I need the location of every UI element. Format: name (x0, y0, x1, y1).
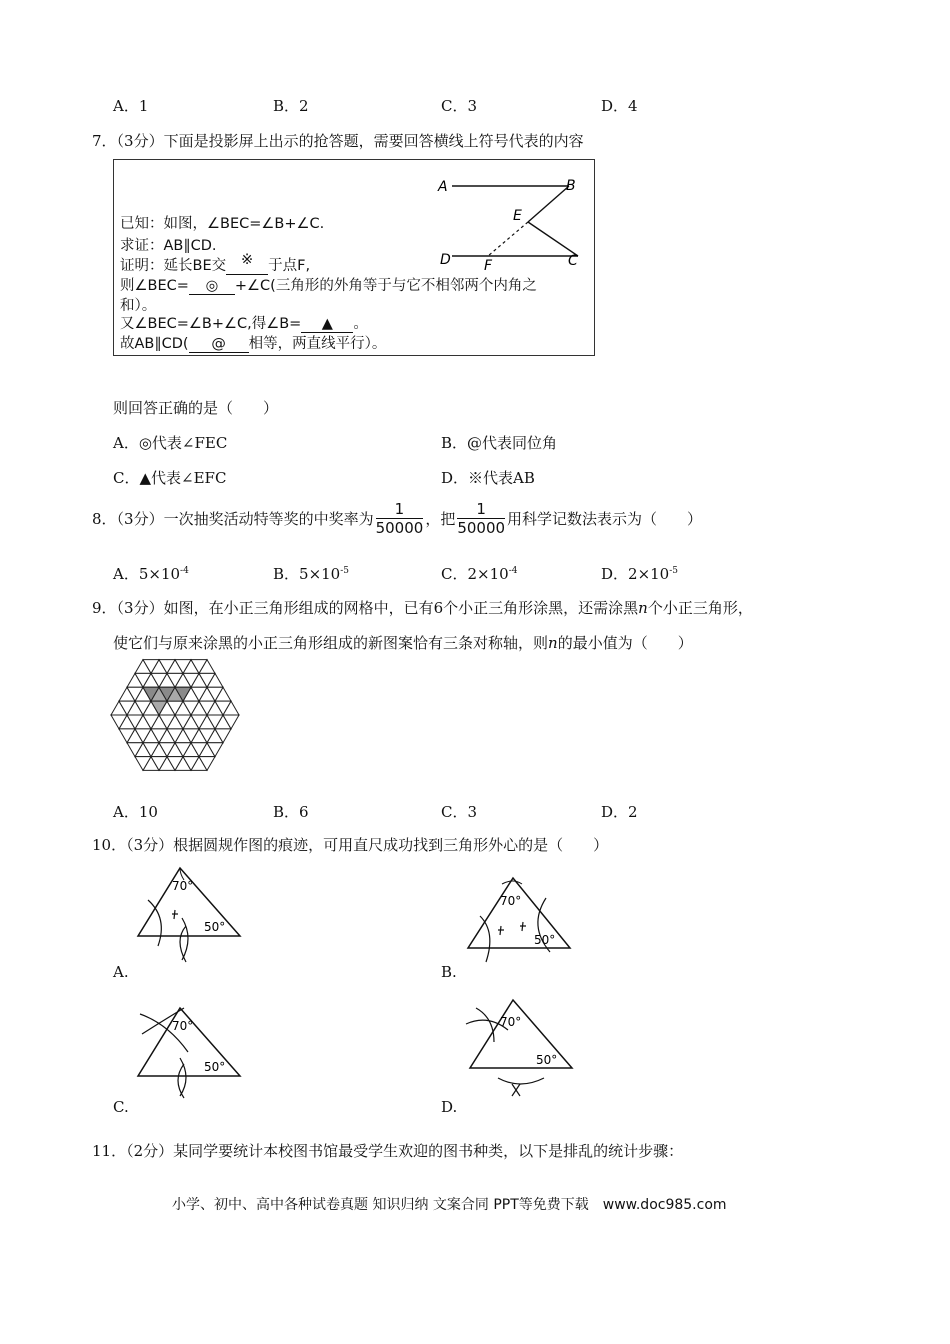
q8-option-b-exp: -5 (340, 566, 350, 576)
q6-option-b: B．2 (273, 97, 309, 115)
q9-line1-b: 个小正三角形， (647, 599, 753, 617)
q8-option-c (441, 563, 517, 584)
compass-figure-b (458, 870, 578, 970)
q8-option-a (113, 563, 189, 584)
q8-option-b (273, 563, 349, 584)
q6-option-d: D．4 (601, 97, 638, 115)
q9-option-a: A．10 (113, 803, 158, 821)
q8-fraction-2 (457, 500, 505, 537)
symbol-x-mark: ※ (241, 252, 254, 268)
compass-figure-c (128, 1000, 248, 1100)
q8-stem (92, 500, 702, 537)
q9-var-n: n (548, 634, 558, 652)
angle-70-label: 70° (500, 1015, 522, 1029)
label-f: F (484, 258, 493, 274)
q6-option-a: A．1 (113, 97, 149, 115)
q8-option-d-exp: -5 (669, 566, 679, 576)
proof-line5: 和）。 (120, 298, 157, 314)
q6-option-c: C．3 (441, 97, 478, 115)
proof-line3-a: 证明：延长BE交 (120, 258, 227, 274)
parallel-lines-figure (114, 160, 594, 355)
angle-70-label: 70° (500, 894, 522, 908)
q9-line2-a: 使它们与原来涂黑的小正三角形组成的新图案恰有三条对称轴，则 (113, 634, 549, 652)
proof-prove: 求证：AB∥CD. (120, 238, 217, 254)
q9-var-n: n (638, 599, 648, 617)
q8-stem-c: 用科学记数法表示为（ ） (507, 510, 703, 528)
q8-option-c-label: C．2×10 (441, 565, 509, 583)
proof-line4-a: 则∠BEC= (120, 278, 189, 294)
fraction-denominator: 50000 (457, 519, 506, 537)
q8-fraction-1 (376, 500, 424, 537)
angle-50-label: 50° (534, 933, 556, 947)
q9-option-d: D．2 (601, 803, 638, 821)
angle-70-label: 70° (172, 1019, 194, 1033)
q9-option-b: B．6 (273, 803, 309, 821)
proof-line7-a: 故AB∥CD( (120, 336, 189, 352)
q7-option-b: B．@代表同位角 (441, 434, 558, 452)
proof-line7-b: 相等，两直线平行）。 (248, 336, 387, 352)
page-footer: 小学、初中、高中各种试卷真题 知识归纳 文案合同 PPT等免费下载 www.doc985.com (172, 1197, 727, 1213)
proof-given: 已知：如图，∠BEC=∠B+∠C. (120, 216, 325, 232)
label-c: C (568, 253, 578, 269)
q7-prompt: 则回答正确的是（ ） (113, 399, 279, 417)
q8-stem-b: ，把 (425, 510, 456, 528)
triangle-grid-figure (105, 655, 247, 777)
q10-option-d: D. (441, 1098, 458, 1116)
q9-line2-b: 的最小值为（ ） (557, 634, 693, 652)
proof-line6-b: 。 (353, 316, 368, 332)
q8-option-b-label: B．5×10 (273, 565, 341, 583)
symbol-double-circle: ◎ (205, 278, 219, 294)
q7-option-d: D．※代表AB (441, 469, 535, 487)
q8-option-d (601, 563, 678, 584)
q9-stem-line1 (92, 597, 753, 618)
q8-stem-a: 8．（3分）一次抽奖活动特等奖的中奖率为 (92, 510, 374, 528)
proof-line6-a: 又∠BEC=∠B+∠C,得∠B= (120, 316, 302, 332)
angle-50-label: 50° (204, 1060, 226, 1074)
q7-stem: 7．（3分）下面是投影屏上出示的抢答题，需要回答横线上符号代表的内容 (92, 132, 584, 150)
symbol-at: @ (211, 336, 226, 352)
q7-option-a: A．◎代表∠FEC (113, 434, 228, 452)
label-b: B (566, 178, 576, 194)
fraction-numerator: 1 (457, 500, 505, 519)
fraction-numerator: 1 (376, 500, 424, 519)
label-a: A (438, 179, 448, 195)
q9-option-c: C．3 (441, 803, 478, 821)
compass-figure-d (458, 994, 583, 1098)
angle-70-label: 70° (172, 879, 194, 893)
label-d: D (440, 252, 451, 268)
angle-50-label: 50° (536, 1053, 558, 1067)
q9-line1-a: 9．（3分）如图，在小正三角形组成的网格中，已有6个小正三角形涂黑，还需涂黑 (92, 599, 639, 617)
q10-option-c: C. (113, 1098, 129, 1116)
q8-option-a-label: A．5×10 (113, 565, 181, 583)
compass-figure-a (128, 860, 248, 964)
fraction-denominator: 50000 (375, 519, 424, 537)
symbol-triangle: ▲ (321, 316, 333, 332)
q8-option-c-exp: -4 (508, 566, 518, 576)
proof-line4-b: +∠C(三角形的外角等于与它不相邻两个内角之 (234, 278, 537, 294)
proof-line3-b: 于点F, (268, 258, 311, 274)
q11-stem: 11．（2分）某同学要统计本校图书馆最受学生欢迎的图书种类，以下是排乱的统计步骤： (92, 1142, 684, 1160)
q10-stem: 10．（3分）根据圆规作图的痕迹，可用直尺成功找到三角形外心的是（ ） (92, 836, 609, 854)
angle-50-label: 50° (204, 920, 226, 934)
q10-option-a: A. (113, 963, 129, 981)
q10-option-b: B. (441, 963, 457, 981)
q8-option-d-label: D．2×10 (601, 565, 670, 583)
q9-stem-line2 (113, 632, 693, 653)
label-e: E (513, 208, 522, 224)
q8-option-a-exp: -4 (180, 566, 189, 576)
q7-option-c: C．▲代表∠EFC (113, 469, 227, 487)
q7-proof-box (113, 159, 595, 356)
